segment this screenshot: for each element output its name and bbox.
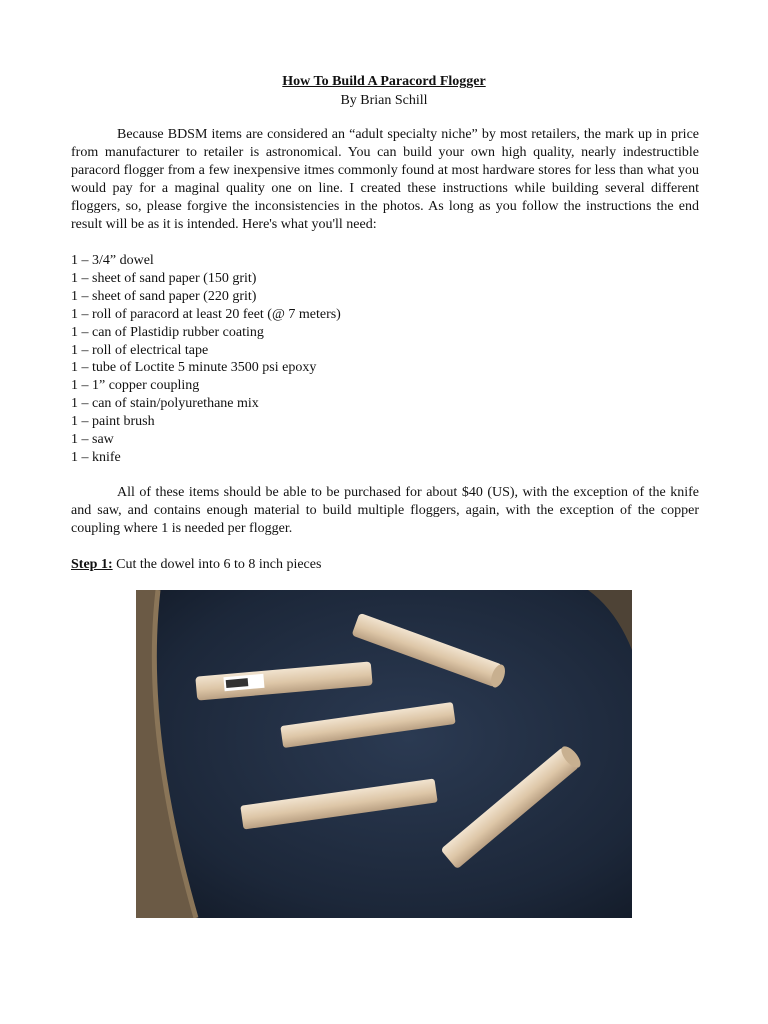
intro-paragraph: Because BDSM items are considered an “adult specialty niche” by most retailers, the mark up in price from manufacturer to retailer is astronomical. You can build your own high quality, nearly indestructible paracord flogger from a few inexpensive itmes commonly found at most hardware stores for less than what you would pay for a maginal quality one on line. I created these instructions while building several different floggers, so, please forgive the inconsistencies in the photos. As long as you follow the instructions the end result will be as it is intended. Here's what you'll need: (71, 127, 699, 232)
list-item: 1 – roll of electrical tape (71, 342, 209, 358)
list-item: 1 – 3/4” dowel (71, 253, 154, 268)
document-title: How To Build A Paracord Flogger (282, 74, 486, 89)
cost-paragraph: All of these items should be able to be purchased for about $40 (US), with the exception of the knife and saw, and contains enough material to build multiple floggers, again, with the exception of the copper coupling where 1 is needed per flogger. (71, 485, 699, 536)
step-1-heading (71, 556, 321, 574)
step-label: Step 1: (71, 557, 113, 572)
list-item: 1 – roll of paracord at least 20 feet (@ 7 meters) (71, 306, 341, 322)
list-item: 1 – knife (71, 449, 121, 465)
list-item: 1 – paint brush (71, 414, 155, 430)
list-item: 1 – can of Plastidip rubber coating (71, 324, 264, 340)
list-item: 1 – sheet of sand paper (220 grit) (71, 288, 257, 304)
list-item: 1 – 1” copper coupling (71, 378, 200, 394)
list-item: 1 – saw (71, 432, 114, 448)
document-author: By Brian Schill (340, 93, 428, 108)
list-item: 1 – tube of Loctite 5 minute 3500 psi epoxy (71, 360, 317, 376)
materials-list (71, 252, 341, 467)
dowel-pieces-photo (136, 590, 632, 918)
list-item: 1 – sheet of sand paper (150 grit) (71, 270, 257, 286)
list-item: 1 – can of stain/polyurethane mix (71, 396, 259, 412)
step-text: Cut the dowel into 6 to 8 inch pieces (112, 557, 322, 572)
